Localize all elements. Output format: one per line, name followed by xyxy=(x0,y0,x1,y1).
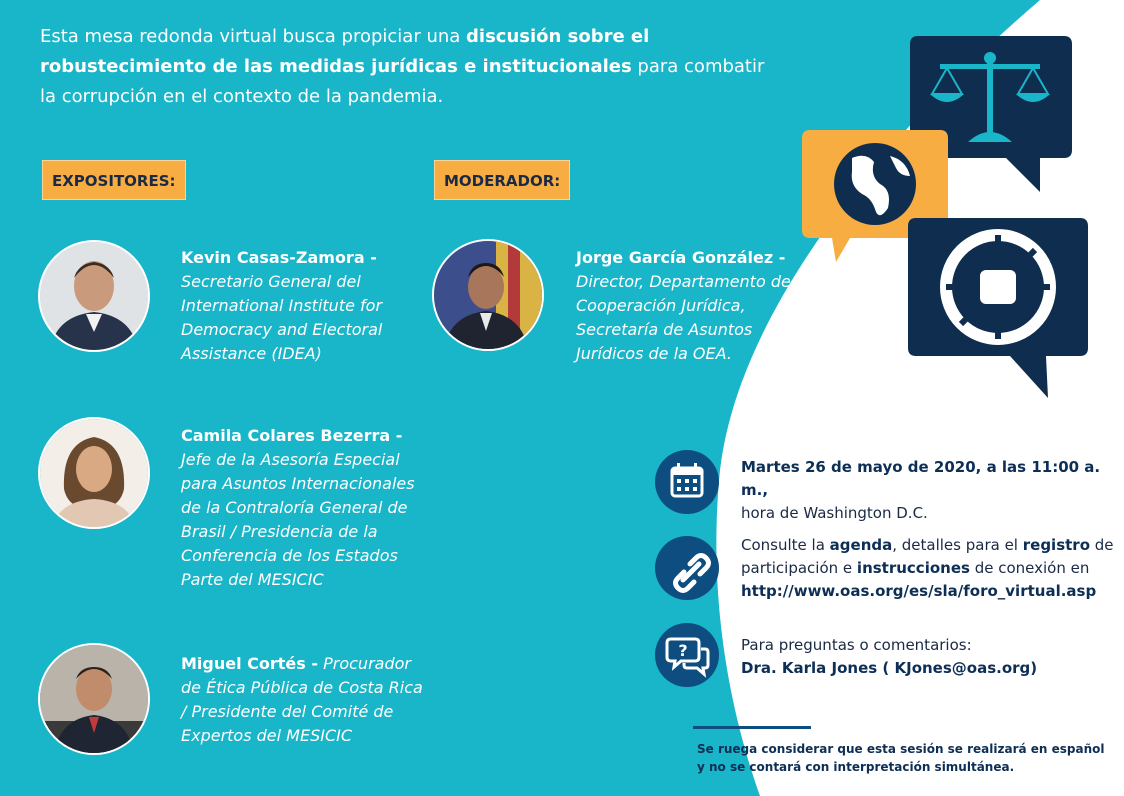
consult-text-2: , detalles para el xyxy=(892,536,1023,554)
intro-text-2: para combatir la corrupción en el contexto de la pandemia. xyxy=(40,56,765,107)
expositores-label: EXPOSITORES: xyxy=(42,160,186,200)
calendar-icon-badge xyxy=(655,450,719,514)
moderador-label: MODERADOR: xyxy=(434,160,570,200)
consult-text-4: de conexión en xyxy=(969,559,1090,577)
chat-question-icon-badge xyxy=(655,623,719,687)
avatar-kevin-casas-zamora xyxy=(38,240,150,352)
expositor-3-name: Miguel Cortés - xyxy=(181,654,319,673)
expositor-1-role: Secretario General del International Institute for Democracy and Electoral Assistance (IDEA) xyxy=(181,272,383,363)
event-date-bold: Martes 26 de mayo de 2020, a las 11:00 a. m., xyxy=(741,458,1101,499)
language-note: Se ruega considerar que esta sesión se realizará en español y no se contará con interpretación simultánea. xyxy=(697,742,1105,774)
registration-link[interactable]: http://www.oas.org/es/sla/foro_virtual.asp xyxy=(741,582,1097,600)
intro-text-bold: discusión sobre el robustecimiento de las medidas jurídicas e institucionales xyxy=(40,26,650,77)
link-icon-badge xyxy=(655,536,719,600)
expositor-3-role: Procurador de Ética Pública de Costa Rica / Presidente del Comité de Expertos del MESICIC xyxy=(181,654,423,745)
avatar-miguel-cortes xyxy=(38,643,150,755)
consult-text-1: Consulte la xyxy=(741,536,830,554)
contact-email[interactable]: Dra. Karla Jones ( KJones@oas.org) xyxy=(741,659,1038,677)
consult-agenda: agenda xyxy=(829,536,893,554)
avatar-camila-colares-bezerra xyxy=(38,417,150,529)
consult-instrucciones: instrucciones xyxy=(856,559,970,577)
questions-info xyxy=(741,634,1116,680)
intro-text-1: Esta mesa redonda virtual busca propiciar una xyxy=(40,26,467,47)
chat-question-icon xyxy=(655,623,719,687)
expositor-2-name: Camila Colares Bezerra - xyxy=(181,426,403,445)
event-date xyxy=(741,456,1116,525)
expositor-2 xyxy=(181,424,436,592)
divider xyxy=(693,726,811,729)
moderador-role: Director, Departamento de Cooperación Jurídica, Secretaría de Asuntos Jurídicos de la OEA. xyxy=(576,272,791,363)
event-date-rest: hora de Washington D.C. xyxy=(741,504,928,522)
expositor-1-name: Kevin Casas-Zamora - xyxy=(181,248,377,267)
link-icon xyxy=(655,536,719,600)
calendar-icon xyxy=(655,450,719,514)
joined-hands-icon xyxy=(908,218,1088,398)
expositor-3 xyxy=(181,652,431,748)
consult-text-3: de participación e xyxy=(741,536,1114,577)
moderador xyxy=(576,246,801,366)
moderador-name: Jorge García González - xyxy=(576,248,786,267)
svg-text:?: ? xyxy=(678,641,688,660)
intro-paragraph xyxy=(40,22,770,112)
expositor-2-role: Jefe de la Asesoría Especial para Asuntos Internacionales de la Contraloría General de Brasil / Presidencia de la Conferencia de los Estados Parte del MESICIC xyxy=(181,450,415,589)
consult-registro: registro xyxy=(1022,536,1091,554)
expositor-1 xyxy=(181,246,406,366)
consult-info xyxy=(741,534,1116,603)
speech-bubbles-illustration xyxy=(800,30,1100,400)
questions-label: Para preguntas o comentarios: xyxy=(741,636,972,654)
avatar-jorge-garcia-gonzalez xyxy=(432,239,544,351)
